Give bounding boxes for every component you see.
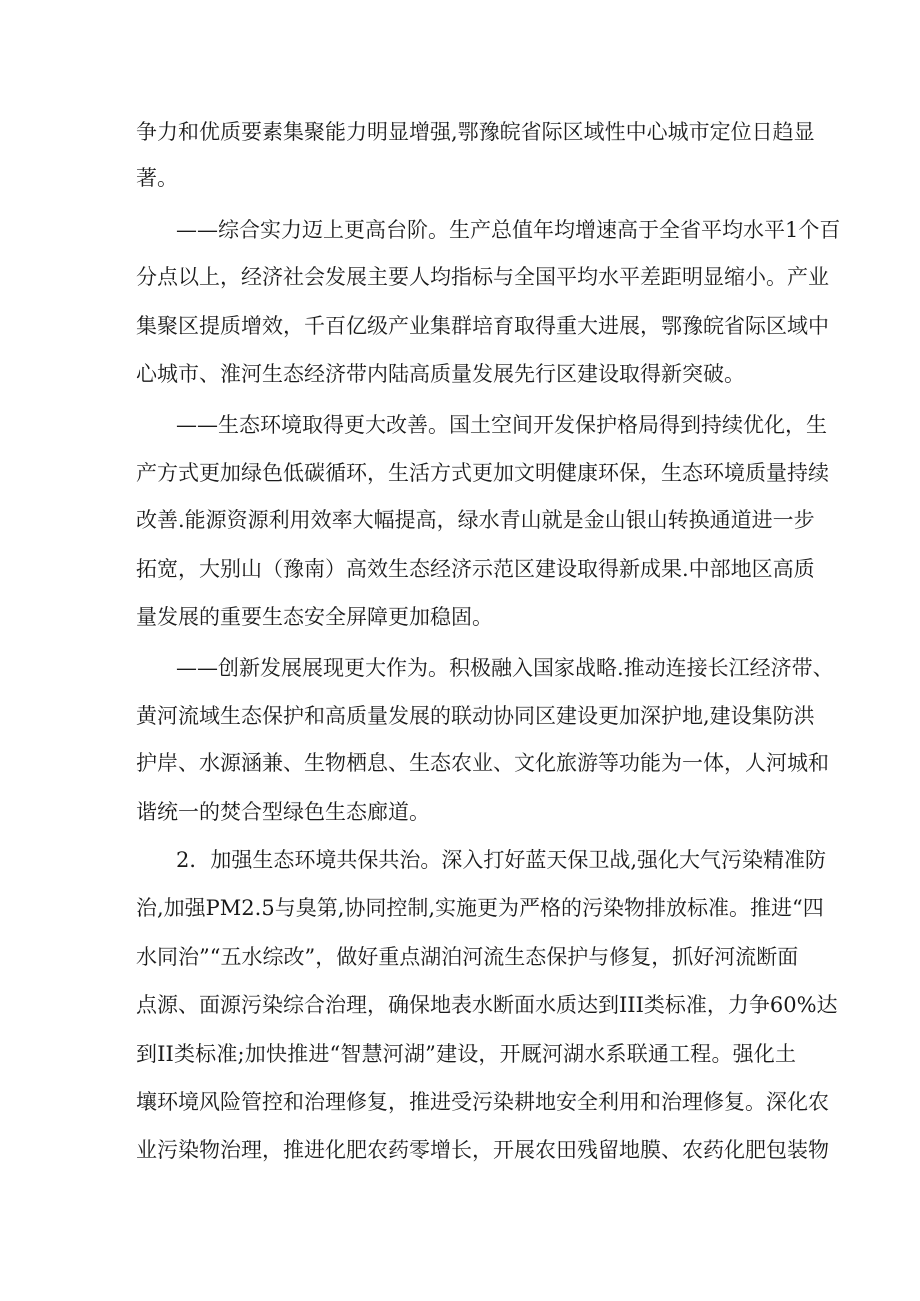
text-line: 心城市、淮河生态经济带内陆高质量发展先行区建设取得新突破。 [136, 362, 745, 386]
text-line: 拓宽，大别山（豫南）高效生态经济示范区建设取得新成果.中部地区高质 [136, 557, 815, 581]
text-line: 业污染物治理，推进化肥农药零增长，开展农田残留地膜、农药化肥包装物 [136, 1138, 829, 1162]
text-line: 产方式更加绿色低碳循环，生活方式更加文明健康环保，生态环境质量持续 [136, 461, 829, 485]
text-line: ——生态环境取得更大改善。国土空间开发保护格局得到持续优化，生 [176, 413, 827, 437]
text-line: 黄河流域生态保护和高质量发展的联动协同区建设更加深护地,建设集防洪 [136, 704, 815, 728]
text-line: 分点以上，经济社会发展主要人均指标与全国平均水平差距明显缩小。产业 [136, 265, 829, 289]
text-line: 治,加强PM2.5与臭第,协同控制,实施更为严格的污染物排放标准。推进“四 [136, 896, 824, 920]
text-line: 点源、面源污染综合治理，确保地表水断面水质达到III类标准，力争60%达 [136, 993, 838, 1017]
text-line: 集聚区提质增效，千百亿级产业集群培育取得重大进展，鄂豫皖省际区域中 [136, 314, 829, 338]
text-line: 壤环境风险管控和治理修复，推进受污染耕地安全利用和治理修复。深化农 [136, 1090, 829, 1114]
text-line: ——创新发展展现更大作为。积极融入国家战略.推动连接长江经济带、 [176, 656, 834, 680]
text-line: 量发展的重要生态安全屏障更加稳固。 [136, 605, 493, 629]
text-line: 护岸、水源涵兼、生物栖息、生态农业、文化旅游等功能为一体，人河城和 [136, 751, 829, 775]
text-line: 2．加强生态环境共保共治。深入打好蓝天保卫战,强化大气污染精准防 [176, 848, 827, 872]
text-line: 谐统一的焚合型绿色生态廊道。 [136, 800, 430, 824]
text-line: 到II类标准;加快推进“智慧河湖”建设，开厩河湖水系联通工程。强化土 [136, 1042, 796, 1066]
text-line: 改善.能源资源利用效率大幅提高，绿水青山就是金山银山转换通道进一步 [136, 508, 815, 532]
text-line: 著。 [136, 166, 178, 190]
text-line: ——综合实力迈上更高台阶。生产总值年均增速高于全省平均水平1个百 [176, 218, 841, 242]
text-line: 水同治”“五水综改”，做好重点湖泊河流生态保护与修复，抓好河流断面 [136, 945, 799, 969]
text-line: 争力和优质要素集聚能力明显增强,鄂豫皖省际区域性中心城市定位日趋显 [136, 120, 815, 144]
